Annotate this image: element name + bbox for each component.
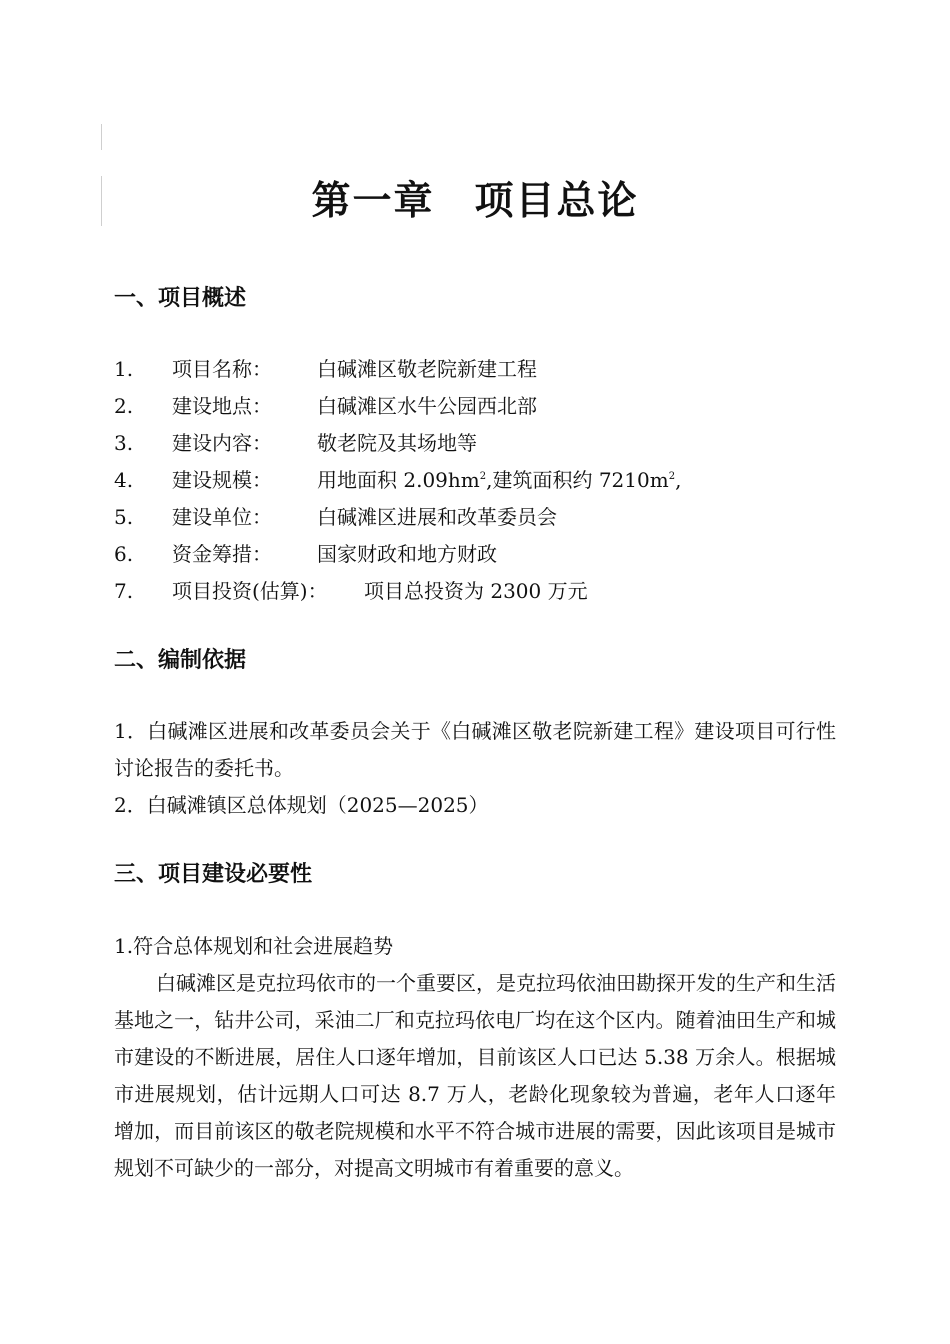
item-value: 项目总投资为 2300 万元: [364, 579, 588, 603]
necessity-paragraph: 白碱滩区是克拉玛依市的一个重要区，是克拉玛依油田勘探开发的生产和生活基地之一，钻井公司，采油二厂和克拉玛依电厂均在这个区内。随着油田生产和城市建设的不断进展，居住人口逐年增加，目前该区人口已达 5.38 万余人。根据城市进展规划，估计远期人口可达 8.7 万人，老龄化现象较为普遍，老年人口逐年增加，而目前该区的敬老院规模和水平不符合城市进展的需要，因此该项目是城市规划不可缺少的一部分，对提高文明城市有着重要的意义。: [114, 971, 836, 1180]
land-area-text: 用地面积 2.09hm: [317, 468, 480, 492]
section-heading-basis: 二、编制依据: [114, 648, 247, 673]
superscript: 2: [668, 471, 676, 482]
basis-list: [114, 713, 836, 824]
item-label: 项目名称：: [172, 357, 272, 381]
basis-item: 1．白碱滩区进展和改革委员会关于《白碱滩区敬老院新建工程》建设项目可行性讨论报告的委托书。: [114, 719, 836, 780]
item-value: 白碱滩区敬老院新建工程: [317, 357, 537, 381]
chapter-name: 项目总论: [474, 179, 639, 224]
necessity-content: [114, 928, 836, 1187]
basis-item: 2．白碱滩镇区总体规划（2025—2025）: [114, 793, 489, 817]
page-title: [0, 174, 950, 230]
item-label: 建设内容：: [172, 431, 272, 455]
building-area-text: ,建筑面积约 7210m: [486, 468, 669, 492]
item-value: 敬老院及其场地等: [317, 431, 477, 455]
item-value: [317, 462, 681, 499]
item-value: 白碱滩区水牛公园西北部: [317, 394, 537, 418]
list-item: [114, 351, 844, 388]
list-item: [114, 536, 844, 573]
item-label: 建设规模：: [172, 468, 272, 492]
item-number: 3.: [114, 431, 134, 455]
item-number: 7.: [114, 579, 134, 603]
superscript: 2: [479, 471, 487, 482]
item-label: 项目投资(估算)：: [172, 579, 328, 603]
item-number: 6.: [114, 542, 134, 566]
list-item: [114, 425, 844, 462]
chapter-number: 第一章: [311, 179, 435, 224]
list-item: [114, 573, 844, 610]
item-value: 国家财政和地方财政: [317, 542, 497, 566]
item-number: 1.: [114, 357, 134, 381]
item-number: 5.: [114, 505, 134, 529]
item-number: 4.: [114, 468, 134, 492]
margin-line-top: [101, 124, 102, 150]
section-heading-overview: 一、项目概述: [114, 286, 247, 311]
necessity-subheading: 1.符合总体规划和社会进展趋势: [114, 934, 394, 958]
trailing-comma: ,: [675, 468, 682, 492]
overview-list: [114, 351, 844, 610]
item-label: 建设地点：: [172, 394, 272, 418]
list-item: [114, 462, 844, 499]
list-item: [114, 499, 844, 536]
item-number: 2.: [114, 394, 134, 418]
list-item: [114, 388, 844, 425]
item-label: 资金筹措：: [172, 542, 272, 566]
item-label: 建设单位：: [172, 505, 272, 529]
item-value: 白碱滩区进展和改革委员会: [317, 505, 557, 529]
section-heading-necessity: 三、项目建设必要性: [114, 862, 313, 887]
